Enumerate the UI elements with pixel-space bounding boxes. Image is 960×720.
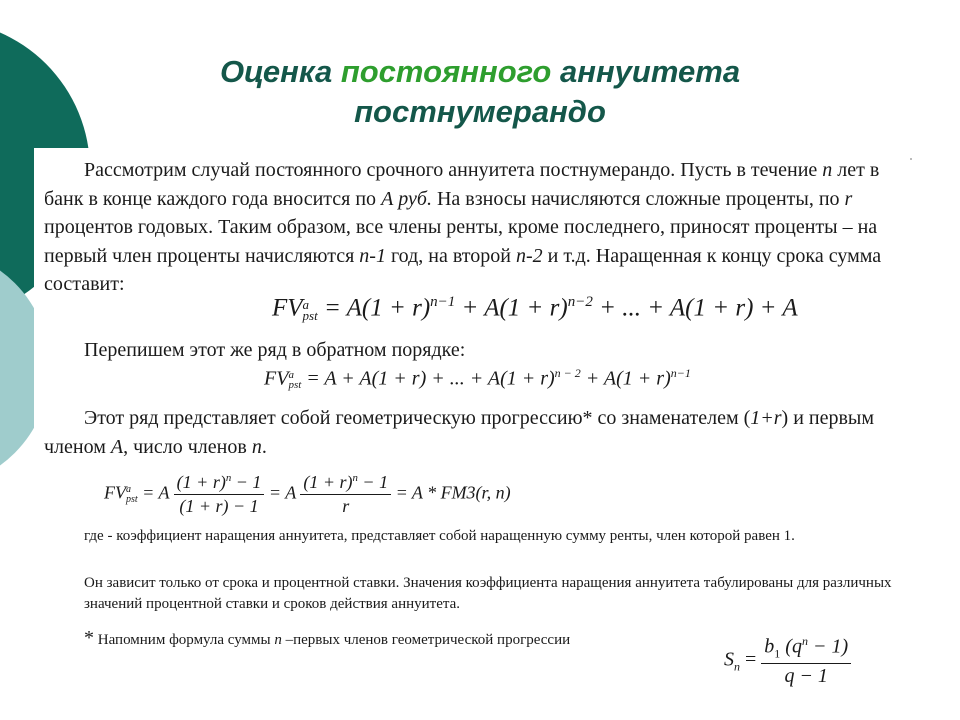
fraction-sn: $\frac{b_1 (q^n - 1)}{q - 1}$ <box>761 634 851 688</box>
note-footnote: * Напомним формула суммы n –первых членов геометрической прогрессии <box>84 627 571 649</box>
paragraph-reverse: Перепишем этот же ряд в обратном порядке: <box>84 339 466 361</box>
formula-fv-sum: FV a pst = $A(1 + r)^{n-1} + A(1 + r)^{n-2}$ + ... + A(1 + r) + A <box>272 294 798 323</box>
note-coefficient: где - коэффициент наращения аннуитета, представляет собой наращенную сумму ренты, член которой равен 1. <box>84 528 795 544</box>
formula-fv-closed: FV a pst = A $\frac{(1 + r)^n - 1}{(1 + r) - 1}$ = A $\frac{(1 + r)^n - 1}{r}$ = A * FM3(r, n) <box>104 472 511 516</box>
paragraph-intro: Рассмотрим случай постоянного срочного аннуитета постнумерандо. Пусть в течение n лет в банк в конце каждого года вносится по А руб. На взносы начисляются сложные проценты, по r процентов годовых. Таким образом, все члены ренты, кроме последнего, приносят проценты – на первый член проценты начисляются n-1 год, на второй n-2 и т.д. Наращенная к концу срока сумма составит: <box>44 159 882 295</box>
paragraph-geometric: Этот ряд представляет собой геометрическую прогрессию* со знаменателем (1+r) и первым членом А, число членов n. <box>44 407 875 458</box>
slide-title: Оценка постоянного аннуитета постнумерандо <box>219 54 741 129</box>
decorative-dot <box>910 158 912 160</box>
note-dependency: Он зависит только от срока и процентной ставки. Значения коэффициента наращения аннуитета табулированы для различных значений процентной ставки и сроков действия аннуитета. <box>84 575 892 612</box>
formula-fv-reversed: FV a pst = A + A(1 + r) + ... + $A(1 + r)^{n - 2} + A(1 + r)^{n-1}$ <box>264 366 691 392</box>
formula-geometric-sum: $S_n$ = $\frac{b_1 (q^n - 1)}{q - 1}$ <box>724 634 851 688</box>
title-highlight: постоянного <box>340 54 552 89</box>
fraction-1: $\frac{(1 + r)^n - 1}{(1 + r) - 1}$ <box>174 472 265 517</box>
fraction-2: $\frac{(1 + r)^n - 1}{r}$ <box>300 472 391 517</box>
